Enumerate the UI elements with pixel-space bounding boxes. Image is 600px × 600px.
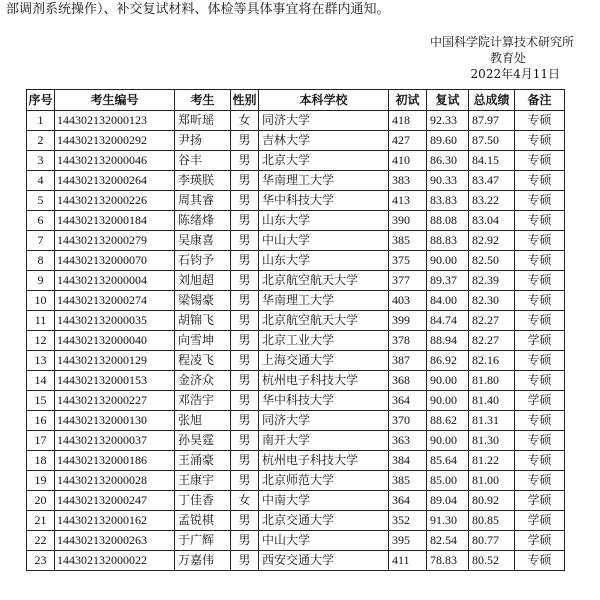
cell-seq: 14 xyxy=(27,371,55,391)
cell-remark: 专硕 xyxy=(515,351,565,371)
cell-name: 李瑛朕 xyxy=(175,171,231,191)
cell-gender: 男 xyxy=(231,511,259,531)
cell-candidate-id: 144302132000162 xyxy=(55,511,175,531)
cell-retest: 90.00 xyxy=(427,431,469,451)
cell-retest: 84.74 xyxy=(427,311,469,331)
cell-retest: 88.08 xyxy=(427,211,469,231)
cell-candidate-id: 144302132000227 xyxy=(55,391,175,411)
cell-total: 87.97 xyxy=(469,111,515,131)
cell-retest: 88.62 xyxy=(427,411,469,431)
cell-school: 西安交通大学 xyxy=(259,551,389,571)
cell-remark: 专硕 xyxy=(515,191,565,211)
cell-seq: 18 xyxy=(27,451,55,471)
cell-prelim: 418 xyxy=(389,111,427,131)
table-row xyxy=(27,131,565,151)
cell-name: 谷丰 xyxy=(175,151,231,171)
cell-school: 北京航空航天大学 xyxy=(259,271,389,291)
cell-school: 北京大学 xyxy=(259,151,389,171)
cell-gender: 男 xyxy=(231,411,259,431)
header-undergrad-school: 本科学校 xyxy=(259,90,389,111)
cell-name: 孟锐棋 xyxy=(175,511,231,531)
cell-retest: 90.00 xyxy=(427,391,469,411)
cell-candidate-id: 144302132000130 xyxy=(55,411,175,431)
cell-total: 82.30 xyxy=(469,291,515,311)
cell-candidate-id: 144302132000129 xyxy=(55,351,175,371)
cell-candidate-id: 144302132000264 xyxy=(55,171,175,191)
cell-prelim: 363 xyxy=(389,431,427,451)
table-row xyxy=(27,331,565,351)
cell-seq: 3 xyxy=(27,151,55,171)
cell-candidate-id: 144302132000046 xyxy=(55,151,175,171)
cell-name: 孙昊霆 xyxy=(175,431,231,451)
cell-candidate-id: 144302132000040 xyxy=(55,331,175,351)
table-row xyxy=(27,491,565,511)
cell-gender: 男 xyxy=(231,371,259,391)
cell-candidate-id: 144302132000037 xyxy=(55,431,175,451)
signature-department: 教育处 xyxy=(489,51,526,65)
cell-total: 84.15 xyxy=(469,151,515,171)
cell-school: 华南理工大学 xyxy=(259,171,389,191)
header-gender: 性别 xyxy=(231,90,259,111)
cell-candidate-id: 144302132000153 xyxy=(55,371,175,391)
cell-name: 程凌飞 xyxy=(175,351,231,371)
cell-remark: 专硕 xyxy=(515,471,565,491)
cell-school: 华中科技大学 xyxy=(259,191,389,211)
cell-gender: 男 xyxy=(231,351,259,371)
cell-gender: 男 xyxy=(231,211,259,231)
table-row xyxy=(27,171,565,191)
table-row xyxy=(27,191,565,211)
cell-gender: 男 xyxy=(231,191,259,211)
cell-gender: 男 xyxy=(231,251,259,271)
cell-retest: 92.33 xyxy=(427,111,469,131)
cell-retest: 91.30 xyxy=(427,511,469,531)
cell-prelim: 390 xyxy=(389,211,427,231)
cell-name: 尹扬 xyxy=(175,131,231,151)
cell-prelim: 384 xyxy=(389,451,427,471)
cell-retest: 88.83 xyxy=(427,231,469,251)
cell-candidate-id: 144302132000022 xyxy=(55,551,175,571)
cell-prelim: 410 xyxy=(389,151,427,171)
cell-seq: 5 xyxy=(27,191,55,211)
cell-prelim: 403 xyxy=(389,291,427,311)
cell-name: 丁佳香 xyxy=(175,491,231,511)
signature-organization: 中国科学院计算技术研究所 xyxy=(429,35,574,49)
header-remark: 备注 xyxy=(515,90,565,111)
cell-retest: 83.83 xyxy=(427,191,469,211)
table-body xyxy=(27,111,565,571)
cell-retest: 89.60 xyxy=(427,131,469,151)
cell-retest: 86.92 xyxy=(427,351,469,371)
table-row xyxy=(27,451,565,471)
cell-remark: 专硕 xyxy=(515,111,565,131)
cell-total: 82.92 xyxy=(469,231,515,251)
cell-name: 王康宇 xyxy=(175,471,231,491)
cell-gender: 男 xyxy=(231,291,259,311)
cell-total: 82.50 xyxy=(469,251,515,271)
cell-total: 81.40 xyxy=(469,391,515,411)
cell-candidate-id: 144302132000070 xyxy=(55,251,175,271)
cell-name: 郑昕瑶 xyxy=(175,111,231,131)
cell-candidate-id: 144302132000028 xyxy=(55,471,175,491)
cell-total: 83.04 xyxy=(469,211,515,231)
table-row xyxy=(27,511,565,531)
cell-school: 华南理工大学 xyxy=(259,291,389,311)
cell-total: 81.00 xyxy=(469,471,515,491)
cell-prelim: 387 xyxy=(389,351,427,371)
cell-seq: 16 xyxy=(27,411,55,431)
cell-gender: 男 xyxy=(231,391,259,411)
cell-prelim: 364 xyxy=(389,491,427,511)
cell-remark: 专硕 xyxy=(515,291,565,311)
cell-seq: 1 xyxy=(27,111,55,131)
cell-remark: 专硕 xyxy=(515,211,565,231)
header-candidate-id: 考生编号 xyxy=(55,90,175,111)
cell-total: 81.31 xyxy=(469,411,515,431)
cell-school: 中山大学 xyxy=(259,231,389,251)
cell-total: 82.27 xyxy=(469,331,515,351)
cell-prelim: 375 xyxy=(389,251,427,271)
cell-gender: 女 xyxy=(231,491,259,511)
cell-total: 82.39 xyxy=(469,271,515,291)
cell-remark: 学硕 xyxy=(515,331,565,351)
cell-candidate-id: 144302132000035 xyxy=(55,311,175,331)
cell-school: 北京交通大学 xyxy=(259,511,389,531)
cell-name: 吴康喜 xyxy=(175,231,231,251)
cell-seq: 15 xyxy=(27,391,55,411)
cell-prelim: 399 xyxy=(389,311,427,331)
cell-seq: 10 xyxy=(27,291,55,311)
cell-candidate-id: 144302132000247 xyxy=(55,491,175,511)
cell-gender: 男 xyxy=(231,311,259,331)
cell-seq: 8 xyxy=(27,251,55,271)
cell-remark: 专硕 xyxy=(515,271,565,291)
cell-seq: 9 xyxy=(27,271,55,291)
cell-prelim: 377 xyxy=(389,271,427,291)
cell-school: 杭州电子科技大学 xyxy=(259,371,389,391)
cell-remark: 专硕 xyxy=(515,251,565,271)
cell-total: 80.77 xyxy=(469,531,515,551)
cell-name: 王涌豪 xyxy=(175,451,231,471)
table-row xyxy=(27,351,565,371)
cell-prelim: 352 xyxy=(389,511,427,531)
cell-candidate-id: 144302132000184 xyxy=(55,211,175,231)
cell-prelim: 385 xyxy=(389,471,427,491)
cell-candidate-id: 144302132000004 xyxy=(55,271,175,291)
table-row xyxy=(27,271,565,291)
cell-remark: 学硕 xyxy=(515,511,565,531)
header-retest-score: 复试 xyxy=(427,90,469,111)
cell-candidate-id: 144302132000279 xyxy=(55,231,175,251)
cell-remark: 专硕 xyxy=(515,551,565,571)
cell-candidate-id: 144302132000186 xyxy=(55,451,175,471)
cell-seq: 23 xyxy=(27,551,55,571)
cell-name: 于广辉 xyxy=(175,531,231,551)
cell-name: 金济众 xyxy=(175,371,231,391)
table-header-row xyxy=(27,90,565,111)
cell-seq: 12 xyxy=(27,331,55,351)
cell-gender: 男 xyxy=(231,271,259,291)
cell-candidate-id: 144302132000123 xyxy=(55,111,175,131)
cell-remark: 专硕 xyxy=(515,431,565,451)
table-row xyxy=(27,251,565,271)
table-row xyxy=(27,211,565,231)
cell-total: 81.30 xyxy=(469,431,515,451)
cell-prelim: 370 xyxy=(389,411,427,431)
cell-total: 83.22 xyxy=(469,191,515,211)
cell-total: 80.52 xyxy=(469,551,515,571)
cell-gender: 女 xyxy=(231,111,259,131)
cell-gender: 男 xyxy=(231,151,259,171)
cell-seq: 4 xyxy=(27,171,55,191)
cell-name: 万嘉伟 xyxy=(175,551,231,571)
cell-retest: 82.54 xyxy=(427,531,469,551)
cell-school: 吉林大学 xyxy=(259,131,389,151)
cell-school: 杭州电子科技大学 xyxy=(259,451,389,471)
header-seq: 序号 xyxy=(27,90,55,111)
table-row xyxy=(27,371,565,391)
cell-remark: 学硕 xyxy=(515,391,565,411)
cell-gender: 男 xyxy=(231,131,259,151)
cell-remark: 专硕 xyxy=(515,451,565,471)
cell-seq: 21 xyxy=(27,511,55,531)
cell-retest: 85.64 xyxy=(427,451,469,471)
cell-remark: 专硕 xyxy=(515,311,565,331)
cell-name: 周其睿 xyxy=(175,191,231,211)
cell-name: 邓浩宇 xyxy=(175,391,231,411)
cell-retest: 78.83 xyxy=(427,551,469,571)
cell-seq: 2 xyxy=(27,131,55,151)
cell-retest: 84.00 xyxy=(427,291,469,311)
header-total-score: 总成绩 xyxy=(469,90,515,111)
header-prelim-score: 初试 xyxy=(389,90,427,111)
cell-retest: 88.94 xyxy=(427,331,469,351)
cell-prelim: 385 xyxy=(389,231,427,251)
cell-school: 同济大学 xyxy=(259,111,389,131)
cell-remark: 专硕 xyxy=(515,131,565,151)
cell-gender: 男 xyxy=(231,531,259,551)
cell-retest: 89.04 xyxy=(427,491,469,511)
cell-total: 81.80 xyxy=(469,371,515,391)
cell-total: 80.85 xyxy=(469,511,515,531)
cell-total: 82.27 xyxy=(469,311,515,331)
cell-seq: 11 xyxy=(27,311,55,331)
table-row xyxy=(27,431,565,451)
cell-seq: 20 xyxy=(27,491,55,511)
cell-candidate-id: 144302132000292 xyxy=(55,131,175,151)
table-row xyxy=(27,411,565,431)
cell-gender: 男 xyxy=(231,471,259,491)
cell-school: 上海交通大学 xyxy=(259,351,389,371)
cell-name: 刘旭超 xyxy=(175,271,231,291)
cell-candidate-id: 144302132000274 xyxy=(55,291,175,311)
cell-school: 北京师范大学 xyxy=(259,471,389,491)
cell-seq: 6 xyxy=(27,211,55,231)
cell-seq: 13 xyxy=(27,351,55,371)
cell-school: 北京航空航天大学 xyxy=(259,311,389,331)
cell-remark: 学硕 xyxy=(515,531,565,551)
cell-remark: 专硕 xyxy=(515,151,565,171)
signature-date: 2022年4月11日 xyxy=(470,67,560,81)
cell-total: 87.50 xyxy=(469,131,515,151)
cell-candidate-id: 144302132000226 xyxy=(55,191,175,211)
cell-prelim: 364 xyxy=(389,391,427,411)
cell-total: 82.16 xyxy=(469,351,515,371)
cell-school: 北京工业大学 xyxy=(259,331,389,351)
header-name: 考生 xyxy=(175,90,231,111)
notice-partial-line: 部调剂系统操作）、补交复试材料、体检等具体事宜将在群内通知。 xyxy=(6,2,390,17)
cell-remark: 专硕 xyxy=(515,371,565,391)
cell-seq: 19 xyxy=(27,471,55,491)
cell-school: 中南大学 xyxy=(259,491,389,511)
cell-prelim: 413 xyxy=(389,191,427,211)
cell-gender: 男 xyxy=(231,331,259,351)
cell-seq: 17 xyxy=(27,431,55,451)
cell-school: 山东大学 xyxy=(259,251,389,271)
cell-gender: 男 xyxy=(231,171,259,191)
cell-remark: 专硕 xyxy=(515,231,565,251)
cell-retest: 89.37 xyxy=(427,271,469,291)
cell-remark: 专硕 xyxy=(515,411,565,431)
table-row xyxy=(27,291,565,311)
cell-seq: 22 xyxy=(27,531,55,551)
cell-remark: 专硕 xyxy=(515,171,565,191)
cell-name: 梁锡豪 xyxy=(175,291,231,311)
cell-school: 山东大学 xyxy=(259,211,389,231)
admission-roster-table xyxy=(26,89,565,571)
table-row xyxy=(27,531,565,551)
cell-gender: 男 xyxy=(231,451,259,471)
cell-prelim: 383 xyxy=(389,171,427,191)
cell-name: 胡锦飞 xyxy=(175,311,231,331)
cell-retest: 90.33 xyxy=(427,171,469,191)
cell-gender: 男 xyxy=(231,231,259,251)
cell-retest: 90.00 xyxy=(427,371,469,391)
table-row xyxy=(27,551,565,571)
cell-name: 陈绪烽 xyxy=(175,211,231,231)
cell-school: 华中科技大学 xyxy=(259,391,389,411)
table-row xyxy=(27,471,565,491)
cell-seq: 7 xyxy=(27,231,55,251)
cell-school: 南开大学 xyxy=(259,431,389,451)
cell-name: 向雪坤 xyxy=(175,331,231,351)
table-row xyxy=(27,231,565,251)
cell-retest: 85.00 xyxy=(427,471,469,491)
cell-total: 83.47 xyxy=(469,171,515,191)
cell-prelim: 395 xyxy=(389,531,427,551)
cell-gender: 男 xyxy=(231,431,259,451)
cell-prelim: 427 xyxy=(389,131,427,151)
cell-retest: 90.00 xyxy=(427,251,469,271)
cell-gender: 男 xyxy=(231,551,259,571)
cell-name: 张旭 xyxy=(175,411,231,431)
cell-prelim: 411 xyxy=(389,551,427,571)
table-row xyxy=(27,151,565,171)
cell-retest: 86.30 xyxy=(427,151,469,171)
cell-remark: 学硕 xyxy=(515,491,565,511)
cell-total: 80.92 xyxy=(469,491,515,511)
cell-school: 中山大学 xyxy=(259,531,389,551)
cell-prelim: 378 xyxy=(389,331,427,351)
cell-total: 81.22 xyxy=(469,451,515,471)
cell-name: 石钧予 xyxy=(175,251,231,271)
cell-candidate-id: 144302132000263 xyxy=(55,531,175,551)
cell-prelim: 368 xyxy=(389,371,427,391)
cell-school: 同济大学 xyxy=(259,411,389,431)
table-row xyxy=(27,311,565,331)
table-row xyxy=(27,391,565,411)
table-row xyxy=(27,111,565,131)
